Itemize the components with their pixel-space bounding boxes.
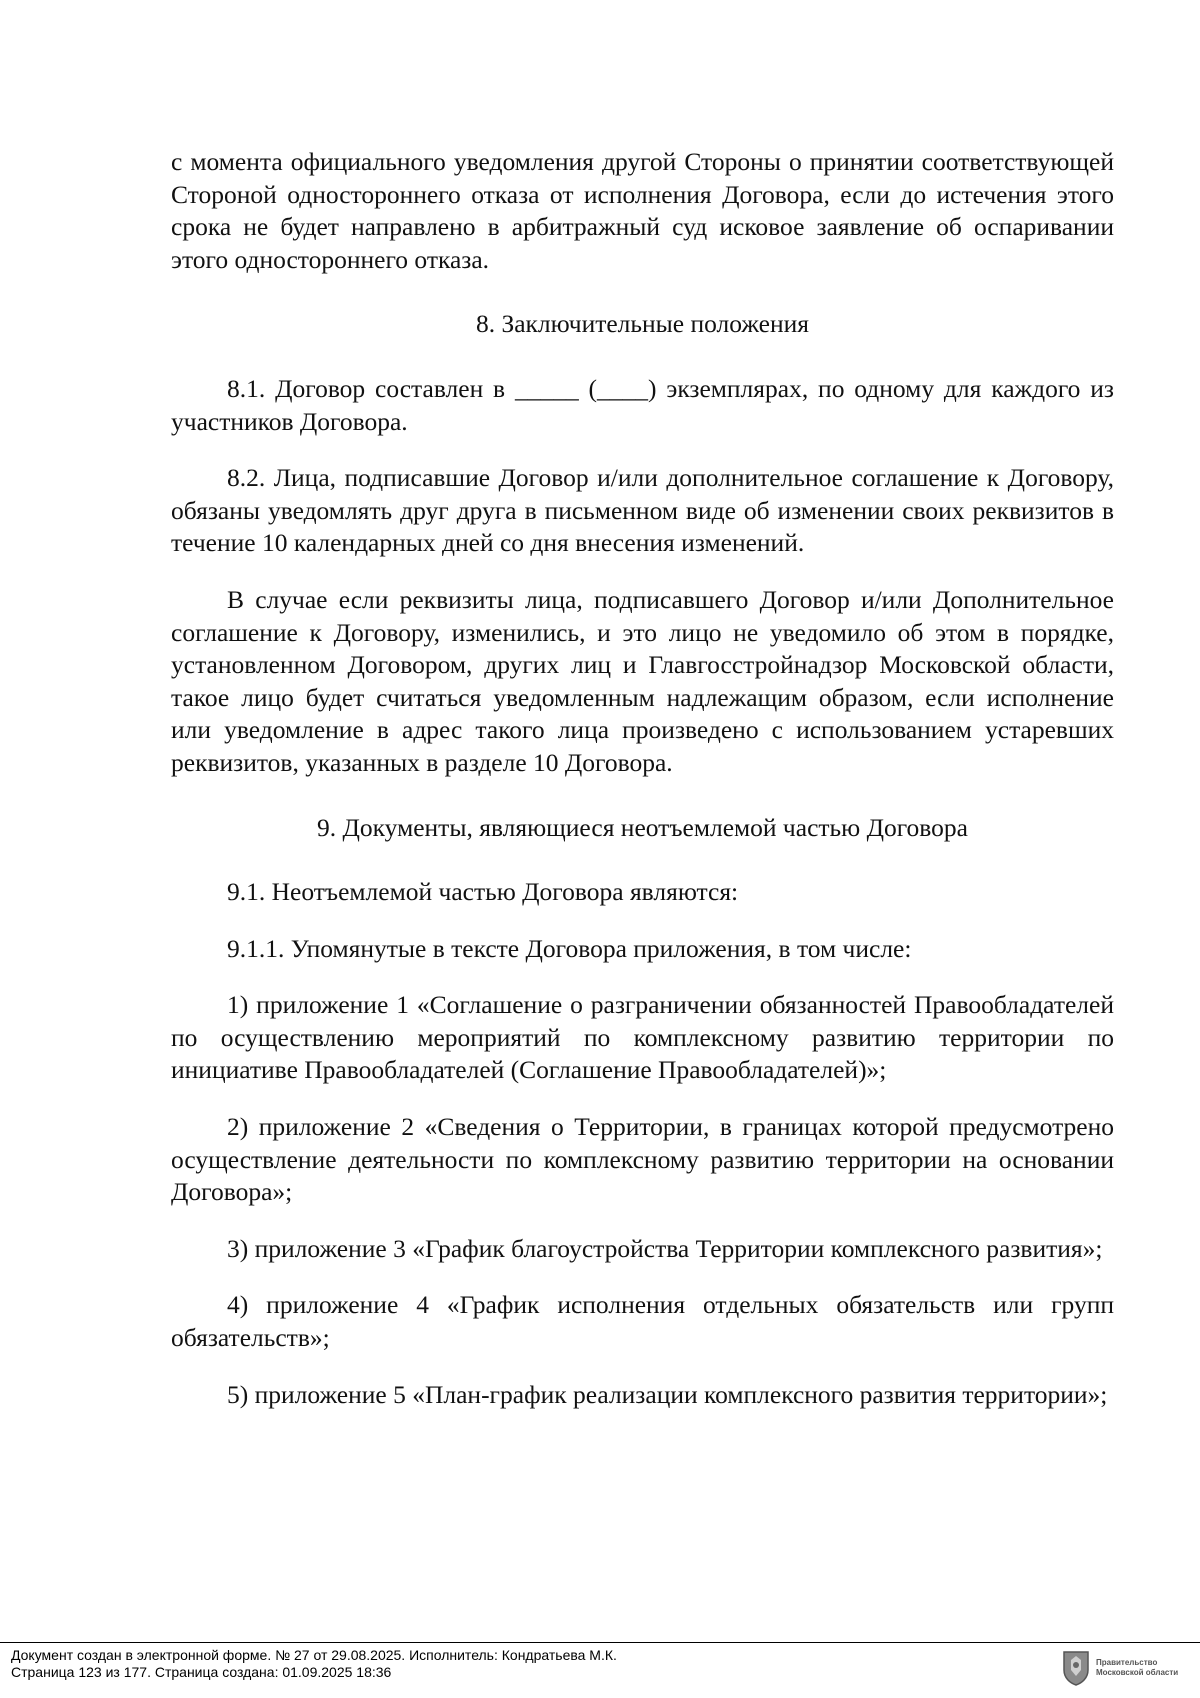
coat-of-arms-icon bbox=[1062, 1650, 1090, 1686]
paragraph-8-2: 8.2. Лица, подписавшие Договор и/или дополнительное соглашение к Договору, обязаны уведомлять друг друга в письменном виде об изменении своих реквизитов в течение 10 календарных дней со дня внесения изменений. bbox=[171, 463, 1114, 558]
document-body bbox=[171, 146, 1114, 1411]
footer-divider bbox=[0, 1642, 1200, 1643]
list-item-appendix-2: 2) приложение 2 «Сведения о Территории, в границах которой предусмотрено осуществление деятельности по комплексному развитию территории на основании Договора»; bbox=[171, 1112, 1114, 1207]
footer-info bbox=[11, 1647, 617, 1681]
list-item-appendix-4: 4) приложение 4 «График исполнения отдельных обязательств или групп обязательств»; bbox=[171, 1290, 1114, 1353]
footer-page-line: Страница 123 из 177. Страница создана: 01.09.2025 18:36 bbox=[11, 1664, 392, 1680]
government-logo bbox=[1062, 1646, 1192, 1690]
paragraph-continuation: с момента официального уведомления другой Стороны о принятии соответствующей Стороной одностороннего отказа от исполнения Договора, если до истечения этого срока не будет направлено в арбитражный суд исковое заявление об оспаривании этого одностороннего отказа. bbox=[171, 147, 1114, 274]
logo-line-1: Правительство bbox=[1096, 1658, 1158, 1667]
paragraph-8-2-continued: В случае если реквизиты лица, подписавшего Договор и/или Дополнительное соглашение к Договору, изменились, и это лицо не уведомило об этом в порядке, установленном Договором, других лиц и Главгосстройнадзор Московской области, такое лицо будет считаться уведомленным надлежащим образом, если исполнение или уведомление в адрес такого лица произведено с использованием устаревших реквизитов, указанных в разделе 10 Договора. bbox=[171, 584, 1114, 777]
logo-line-2: Московской области bbox=[1096, 1668, 1179, 1677]
section-heading-9: 9. Документы, являющиеся неотъемлемой частью Договора bbox=[317, 812, 968, 842]
list-item-appendix-5: 5) приложение 5 «План-график реализации комплексного развития территории»; bbox=[227, 1379, 1108, 1409]
footer-document-line: Документ создан в электронной форме. № 27 от 29.08.2025. Исполнитель: Кондратьева М.К. bbox=[11, 1647, 617, 1663]
section-heading-8: 8. Заключительные положения bbox=[475, 309, 810, 339]
logo-caption bbox=[1096, 1658, 1178, 1678]
paragraph-9-1-1: 9.1.1. Упомянутые в тексте Договора приложения, в том числе: bbox=[227, 933, 912, 963]
paragraph-8-1: 8.1. Договор составлен в _____ (____) экземплярах, по одному для каждого из участников Договора. bbox=[171, 373, 1114, 436]
list-item-appendix-1: 1) приложение 1 «Соглашение о разграничении обязанностей Правообладателей по осуществлению мероприятий по комплексному развитию территории по инициативе Правообладателей (Соглашение Правообладателей)»; bbox=[171, 990, 1114, 1085]
paragraph-9-1: 9.1. Неотъемлемой частью Договора являются: bbox=[227, 877, 739, 907]
list-item-appendix-3: 3) приложение 3 «График благоустройства Территории комплексного развития»; bbox=[227, 1233, 1103, 1263]
